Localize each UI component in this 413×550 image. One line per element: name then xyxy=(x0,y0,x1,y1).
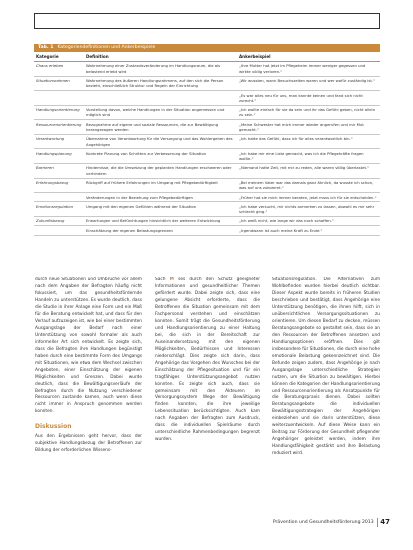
page-number: 47 xyxy=(380,518,390,526)
category-table xyxy=(34,44,380,236)
cell-example: „Ihre Mutter hat jetzt im Pflegeheim immer weniger gegessen und wirkte völlig verloren.“ xyxy=(237,62,380,77)
cell-example: „Irgendwann ist auch meine Kraft zu Ende.“ xyxy=(237,226,380,235)
cell-definition: Wahrnehmung einer Zustandsveränderung im Handlungsraum, die als belastend erlebt wird xyxy=(84,62,237,77)
cell-definition: Vorstellung davon, welche Handlungen in der Situation angemessen und möglich sind xyxy=(84,105,237,120)
cell-example: „Ich habe mir eine Liste gemacht, was ich die Pflegekräfte fragen wollte.“ xyxy=(237,149,380,164)
cell-category: Handlungsplanung xyxy=(34,149,84,164)
table-row xyxy=(34,91,380,106)
cell-category xyxy=(34,91,84,106)
table-row xyxy=(34,149,380,164)
word-fragment: Sach xyxy=(155,277,166,282)
header-category: Kategorie xyxy=(34,52,84,62)
header-example: Ankerbeispiel xyxy=(237,52,380,62)
table-caption-label: Tab. 1 xyxy=(38,45,54,50)
header-box xyxy=(34,13,380,29)
table-row xyxy=(34,120,380,135)
cell-category: Ressourcenorientierung xyxy=(34,120,84,135)
cell-example: „Bei meinem Vater war das damals ganz ähnlich, da wusste ich schon, was auf uns zukommt.“ xyxy=(237,178,380,193)
cell-definition: Umgang mit den eigenen Gefühlen während der Situation xyxy=(84,202,237,217)
cell-definition: Bezugnahme auf eigene und soziale Ressourcen, die zur Bewältigung herangezogen werden xyxy=(84,120,237,135)
cell-definition: Konkrete Planung von Schritten zur Verbesserung der Situation xyxy=(84,149,237,164)
cell-example: „Ich weiß nicht, wie lange wir das noch schaffen.“ xyxy=(237,217,380,226)
cell-example: „Wir wussten, wann Besuchszeiten waren und wer wofür zuständig ist.“ xyxy=(237,76,380,91)
paragraph: durch neue Situationen und Umbrüche vor allem nach dem Angaben der Befragten häufig nicht fokussiert, um das gesundheitsfördernde Handeln zu unterstützen. Es wurde deutlich, dass die Studie in ihrer Anlage eine Form und ein Maß für die Beratung entwickelt hat, und dass für den Verlauf aufzuzeigen ist, wie bei einer bestimmten Ausgangslage der Bedarf nach einer Unterstützung von sowohl formaler als auch informeller Art sich entwickelt. Es zeigte sich, dass die Befragten ihre Handlungen begünstigt haben durch eine bestimmte Form des Umgangs mit Situationen, wie etwa dem Wechsel zwischen Angeboten, einer Einschätzung der eigenen Möglichkeiten und Grenzen. Dabei wurde deutlich, dass die Bewältigungsverläufe der Befragten durch die Nutzung verschiedener Ressourcen zustande kamen, auch wenn diese nicht immer in Anspruch genommen werden konnten. xyxy=(35,277,142,415)
cell-definition: Erwartungen und Befürchtungen hinsichtlich der weiteren Entwicklung xyxy=(84,217,237,226)
cell-example: „Ich hatte das Gefühl, dass ich für alles verantwortlich bin.“ xyxy=(237,134,380,149)
footer-divider xyxy=(377,518,378,527)
header-definition: Definition xyxy=(84,52,237,62)
paragraph: Situationsregulation. Die Alternativen zum Wohlbefinden wurden hierbei deutlich sichtbar. Dieser Aspekt wurde bereits in früheren Studien beschrieben und bestätigt, dass Angehörige eine Unterstützung benötigen, die ihnen hilft, sich in unübersichtlichen Versorgungssituationen zu orientieren. Um diesen Bedarf zu decken, müssen Beratungsangebote so gestaltet sein, dass sie an den Ressourcen der Betroffenen ansetzen und Handlungsoptionen eröffnen. Dies gilt insbesondere für Situationen, die durch eine hohe emotionale Belastung gekennzeichnet sind. Die Befunde zeigen zudem, dass Angehörige je nach Ausgangslage unterschiedliche Strategien nutzen, um die Situation zu bewältigen. Hierbei können die Kategorien der Handlungsorientierung und Ressourcenorientierung als Ansatzpunkte für die Beratungspraxis dienen. Dabei sollten Beratungsangebote die individuellen Bewältigungsstrategien der Angehörigen einbeziehen und sie darin unterstützen, diese weiterzuentwickeln. Auf diese Weise kann ein Beitrag zur Förderung der Gesundheit pflegender Angehöriger geleistet werden, indem ihre Handlungsfähigkeit gestärkt und ihre Belastung reduziert wird. xyxy=(272,277,380,457)
cell-example: „Niemand hatte Zeit, mit mir zu reden, alle waren völlig überlastet.“ xyxy=(237,164,380,179)
cell-definition: Rückgriff auf frühere Erfahrungen im Umgang mit Pflegebedürftigkeit xyxy=(84,178,237,193)
paragraph xyxy=(155,277,260,444)
table-row xyxy=(34,178,380,193)
cell-definition: Hindernisse, die die Umsetzung der geplanten Handlungen erschweren oder verhindern xyxy=(84,164,237,179)
table-row xyxy=(34,226,380,235)
table-row xyxy=(34,105,380,120)
table-row xyxy=(34,193,380,202)
section-heading-discussion: Diskussion xyxy=(35,423,72,431)
paragraph: Aus den Ergebnissen geht hervor, dass der subjektive Handlungsbezug der Betroffenen zur Bildung der erforderlichen Wissens- xyxy=(35,434,142,454)
paragraph-text: ses durch den Schutz geeigneter Informationen und gesundheitlicher Themen gefördert wurde. Dabei zeigte sich, dass eine gelungene Absicht erforderte, dass die Betroffenen die Situation gemeinsam mit dem Fachpersonal verstehen und einschätzen konnten. Somit trägt die Gesundheitsförderung und Handlungsorientierung zu einer Haltung bei, die sich in der Bereitschaft zur Auseinandersetzung mit den eigenen Möglichkeiten, Bedürfnissen und Interessen niederschlägt. Dies zeigte sich darin, dass Angehörige das Vorgehen des Wunsches bei der Einschätzung der Pflegesituation und für ein tragfähiges Unterstützungsangebot nutzen konnten. Es zeigte sich auch, dass sie gemeinsam mit den Akteuren im Versorgungssystem Wege der Bewältigung finden konnten, die ihre jeweilige Lebenssituation berücksichtigten. Auch kam nach Angaben der Befragten zum Ausdruck, dass die individuellen Spielräume durch unterschiedliche Rahmenbedingungen begrenzt wurden. xyxy=(155,277,260,443)
page-footer xyxy=(270,516,390,528)
body-column-2 xyxy=(155,277,260,531)
cell-category: Situationsrahmen xyxy=(34,76,84,91)
cell-definition: Veränderungen in der Beziehung zum Pflegebedürftigen xyxy=(84,193,237,202)
cell-category: Chaos erleben xyxy=(34,62,84,77)
cell-example: „Meine Schwester hat mich immer wieder angerufen und mir Mut gemacht.“ xyxy=(237,120,380,135)
cell-category: Verantwortung xyxy=(34,134,84,149)
journal-name: Prävention und Gesundheitsförderung xyxy=(272,519,361,525)
highlight-mark: M xyxy=(169,277,174,282)
table-header-row xyxy=(34,52,380,62)
body-column-1 xyxy=(35,277,142,531)
table xyxy=(34,52,380,236)
journal-year: 2013 xyxy=(361,519,374,525)
cell-category xyxy=(34,226,84,235)
body-column-3 xyxy=(272,277,380,511)
cell-category: Emotionsregulation xyxy=(34,202,84,217)
table-row xyxy=(34,134,380,149)
cell-example: „Ich wollte einfach für sie da sein und ihr das Gefühl geben, nicht allein zu sein.“ xyxy=(237,105,380,120)
cell-category: Zukunftsbezug xyxy=(34,217,84,226)
cell-example: „Es war alles neu für uns, man kannte keinen und fand sich nicht zurecht.“ xyxy=(237,91,380,106)
cell-category xyxy=(34,193,84,202)
cell-category: Erfahrungsbezug xyxy=(34,178,84,193)
cell-definition: Einschätzung der eigenen Belastungsgrenzen xyxy=(84,226,237,235)
cell-example: „Früher hat sie mich immer beraten, jetzt muss ich für sie entscheiden.“ xyxy=(237,193,380,202)
cell-definition: Übernahme von Verantwortung für die Versorgung und das Wohlergehen des Angehörigen xyxy=(84,134,237,149)
cell-definition: Wahrnehmung des äußeren Handlungsrahmens, auf den sich die Person bezieht, einschließlich Struktur und Regeln der Einrichtung xyxy=(84,76,237,91)
table-row xyxy=(34,62,380,77)
table-row xyxy=(34,76,380,91)
table-row xyxy=(34,217,380,226)
table-row xyxy=(34,202,380,217)
table-row xyxy=(34,164,380,179)
cell-category: Handlungsorientierung xyxy=(34,105,84,120)
cell-category: Barrieren xyxy=(34,164,84,179)
cell-example: „Ich habe versucht, mir nichts anmerken zu lassen, obwohl es mir sehr schlecht ging.“ xyxy=(237,202,380,217)
cell-definition xyxy=(84,91,237,106)
table-caption xyxy=(34,44,380,52)
table-caption-title: Kategoriendefinitionen und Ankerbeispiele xyxy=(57,45,156,50)
